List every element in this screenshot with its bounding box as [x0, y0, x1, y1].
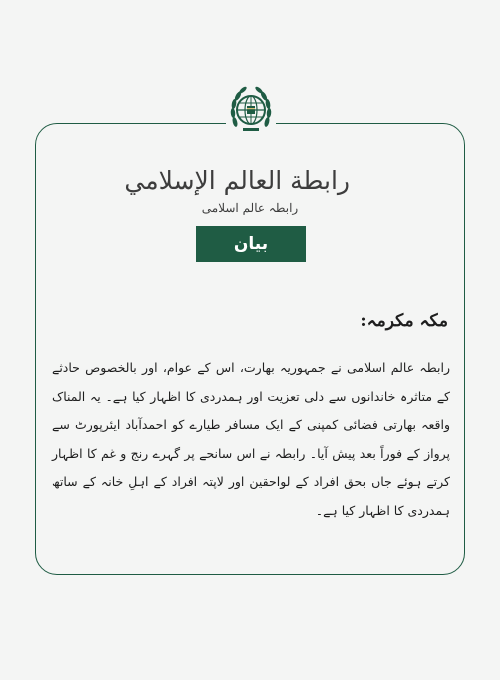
location-heading: مکہ مکرمہ:	[360, 311, 448, 331]
globe-laurel-emblem-icon	[226, 82, 276, 162]
statement-label-badge	[196, 226, 306, 262]
org-name-urdu: رابطہ عالم اسلامی	[201, 201, 299, 215]
org-name-arabic: رابطة العالم الإسلامي	[124, 166, 350, 195]
statement-body: رابطہ عالم اسلامی نے جمہوریہ بھارت، اس کے عوام، اور بالخصوص حادثے کے متاثرہ خاندانوں سے دلی تعزیت اور ہمدردی کا اظہار کیا ہے۔ یہ المناک واقعہ بھارتی فضائی کمپنی کے ایک مسافر طیارے کو احمدآباد ایئرپورٹ سے پرواز کے فوراً بعد پیش آیا۔ رابطہ نے اس سانحے پر گہرے رنج و غم کا اظہار کرتے ہوئے جاں بحق افراد کے لواحقین اور لاپتہ افراد کے اہلِ خانہ کے ساتھ ہمدردی کا اظہار کیا ہے۔	[52, 360, 450, 518]
statement-label-text: بیان	[233, 234, 269, 254]
